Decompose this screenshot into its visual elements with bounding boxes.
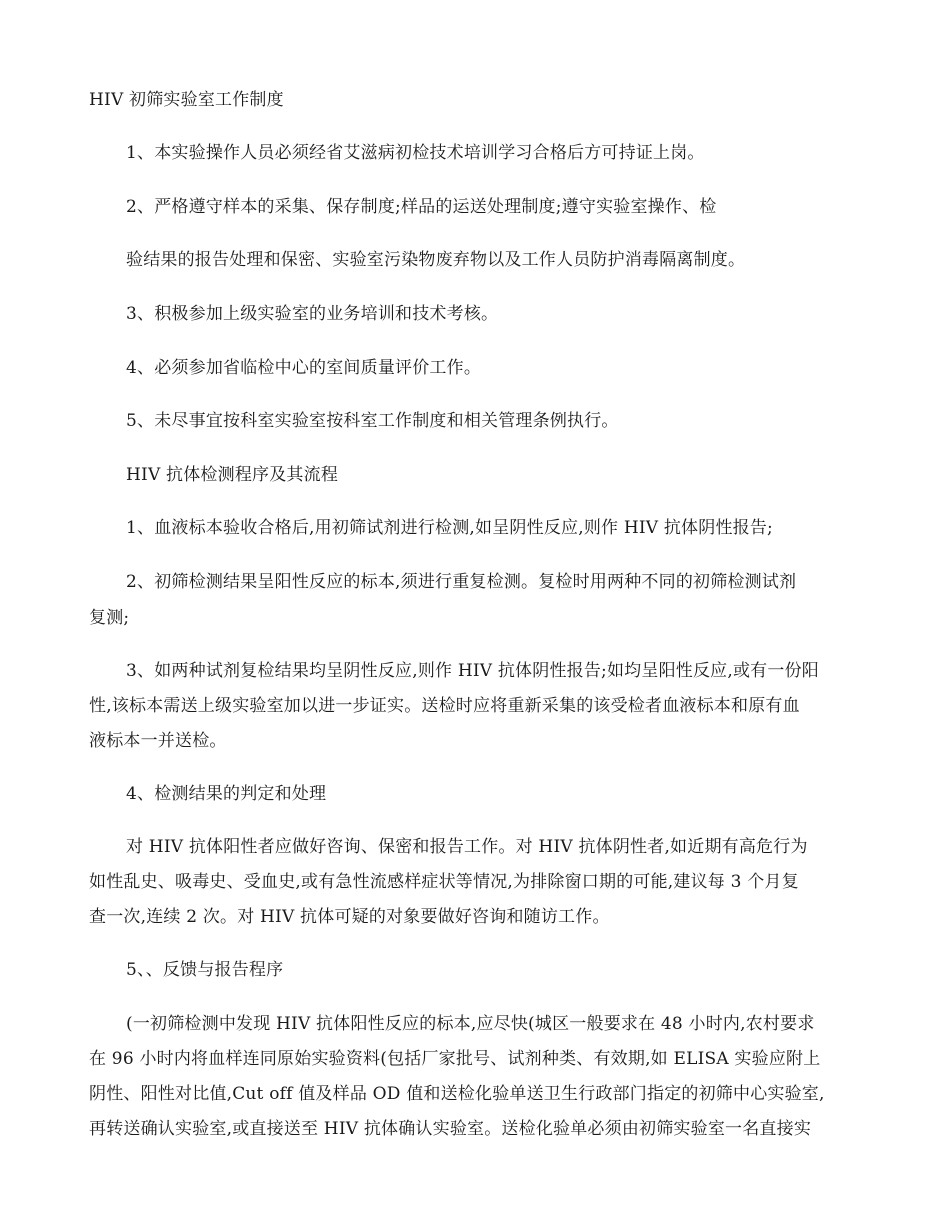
paragraph-line: 1、血液标本验收合格后,用初筛试剂进行检测,如呈阴性反应,则作 HIV 抗体阴性报告;	[126, 518, 773, 538]
paragraph-line: (一初筛检测中发现 HIV 抗体阳性反应的标本,应尽快(城区一般要求在 48 小时内,农村要求	[126, 1014, 815, 1034]
paragraph-line: 3、积极参加上级实验室的业务培训和技术考核。	[126, 304, 499, 324]
paragraph-line: 复测;	[89, 608, 130, 628]
paragraph-line: 2、严格遵守样本的采集、保存制度;样品的运送处理制度;遵守实验室操作、检	[126, 197, 717, 217]
paragraph-line: 4、必须参加省临检中心的室间质量评价工作。	[126, 358, 482, 378]
paragraph-line: 3、如两种试剂复检结果均呈阴性反应,则作 HIV 抗体阴性报告;如均呈阳性反应,或有一份阳	[126, 661, 819, 681]
paragraph-line: 查一次,连续 2 次。对 HIV 抗体可疑的对象要做好咨询和随访工作。	[89, 907, 610, 927]
section-heading: 5、、反馈与报告程序	[126, 960, 284, 980]
paragraph-line: 再转送确认实验室,或直接送至 HIV 抗体确认实验室。送检化验单必须由初筛实验室一名直接实	[89, 1119, 812, 1139]
paragraph-line: 阴性、阳性对比值,Cut off 值及样品 OD 值和送检化验单送卫生行政部门指定的初筛中心实验室,	[89, 1084, 825, 1104]
section-heading: 4、检测结果的判定和处理	[126, 784, 327, 804]
paragraph-line: 2、初筛检测结果呈阳性反应的标本,须进行重复检测。复检时用两种不同的初筛检测试剂	[126, 572, 797, 592]
paragraph-line: 液标本一并送检。	[89, 731, 227, 751]
paragraph-line: 如性乱史、吸毒史、受血史,或有急性流感样症状等情况,为排除窗口期的可能,建议每 3 个月复	[89, 872, 799, 892]
section-heading: HIV 抗体检测程序及其流程	[126, 465, 339, 485]
paragraph-line: 性,该标本需送上级实验室加以进一步证实。送检时应将重新采集的该受检者血液标本和原有血	[89, 696, 800, 716]
paragraph-line: 5、未尽事宜按科室实验室按科室工作制度和相关管理条例执行。	[126, 411, 619, 431]
paragraph-line: 1、本实验操作人员必须经省艾滋病初检技术培训学习合格后方可持证上岗。	[126, 143, 705, 163]
document-title: HIV 初筛实验室工作制度	[89, 90, 284, 110]
paragraph-line: 验结果的报告处理和保密、实验室污染物废弃物以及工作人员防护消毒隔离制度。	[126, 250, 746, 270]
paragraph-line: 对 HIV 抗体阳性者应做好咨询、保密和报告工作。对 HIV 抗体阴性者,如近期有高危行为	[126, 837, 808, 857]
paragraph-line: 在 96 小时内将血样连同原始实验资料(包括厂家批号、试剂种类、有效期,如 ELISA 实验应附上	[89, 1049, 821, 1069]
